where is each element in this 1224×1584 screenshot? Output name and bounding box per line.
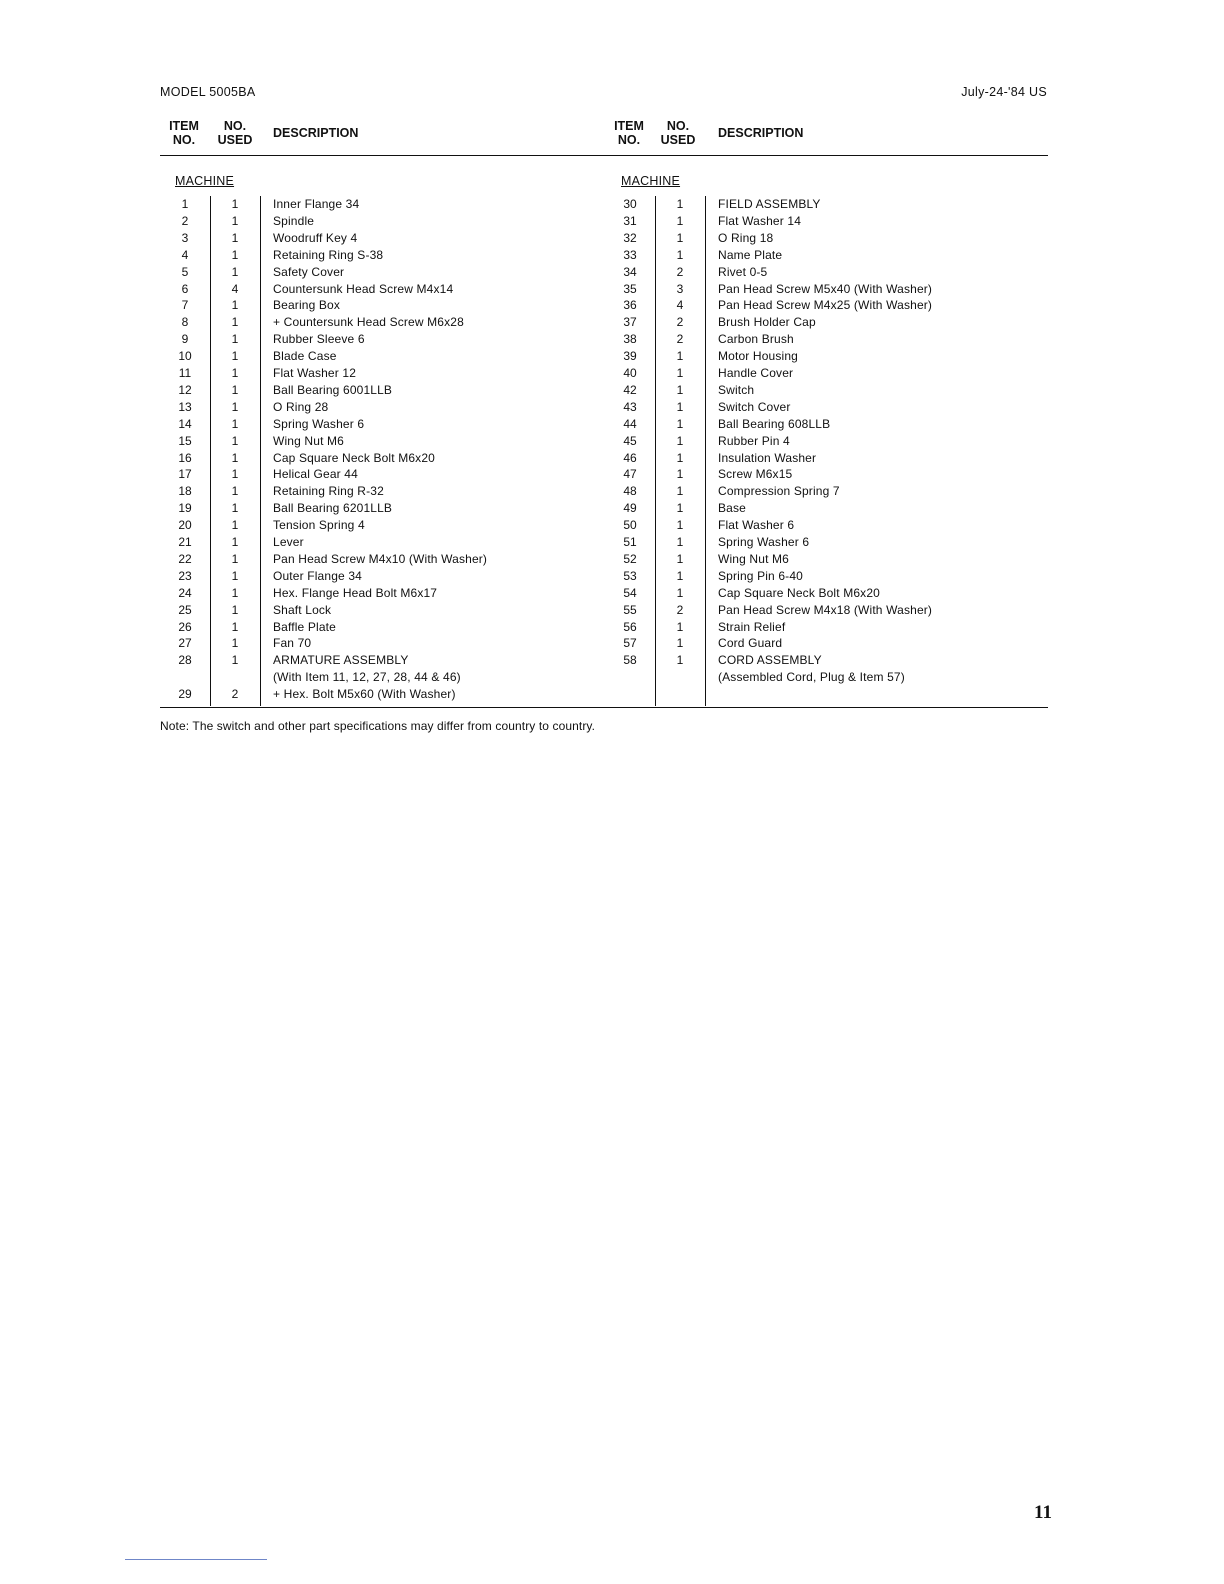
part-description: Pan Head Screw M4x25 (With Washer) bbox=[718, 298, 933, 313]
quantity-used: 1 bbox=[676, 213, 684, 228]
quantity-used: 1 bbox=[231, 568, 239, 583]
item-number: 42 bbox=[623, 382, 637, 397]
item-number: 35 bbox=[623, 281, 637, 296]
no-used-header-right-line1: NO. bbox=[666, 119, 690, 133]
part-description: Blade Case bbox=[273, 349, 337, 364]
part-description: Retaining Ring R-32 bbox=[273, 484, 384, 499]
item-number: 11 bbox=[178, 366, 192, 380]
item-no-header-line2: NO. bbox=[172, 133, 196, 147]
quantity-used: 1 bbox=[231, 332, 239, 347]
part-description: Rubber Pin 4 bbox=[718, 433, 790, 448]
quantity-used: 1 bbox=[231, 247, 239, 262]
no-used-header-right-line2: USED bbox=[660, 133, 696, 147]
footer-rule-table bbox=[160, 707, 1048, 708]
part-description: (With Item 11, 12, 27, 28, 44 & 46) bbox=[273, 670, 461, 685]
part-description: FIELD ASSEMBLY bbox=[718, 197, 821, 211]
part-description: Screw M6x15 bbox=[718, 467, 793, 482]
part-description: O Ring 28 bbox=[273, 399, 329, 414]
quantity-used: 1 bbox=[231, 653, 239, 668]
part-description: Rubber Sleeve 6 bbox=[273, 332, 365, 347]
header-rule bbox=[160, 155, 1048, 156]
date-label: July-24-'84 US bbox=[961, 85, 1047, 99]
quantity-used: 1 bbox=[231, 585, 239, 600]
part-description: Insulation Washer bbox=[718, 450, 817, 465]
item-number: 23 bbox=[178, 568, 192, 583]
item-number: 44 bbox=[623, 416, 637, 431]
part-description: Motor Housing bbox=[718, 349, 798, 364]
quantity-used: 1 bbox=[676, 518, 684, 533]
item-number: 12 bbox=[178, 382, 192, 397]
part-description: Woodruff Key 4 bbox=[273, 230, 358, 245]
quantity-used: 1 bbox=[231, 467, 239, 482]
item-number: 25 bbox=[178, 602, 192, 617]
item-number: 26 bbox=[178, 619, 192, 634]
quantity-used: 1 bbox=[676, 382, 684, 397]
quantity-used: 1 bbox=[676, 535, 684, 549]
part-description: Wing Nut M6 bbox=[273, 433, 345, 448]
item-number: 22 bbox=[178, 551, 192, 566]
part-description: Helical Gear 44 bbox=[273, 467, 358, 482]
item-number: 5 bbox=[181, 264, 189, 279]
item-number: 7 bbox=[181, 298, 189, 313]
quantity-used: 4 bbox=[231, 281, 239, 296]
part-description: Shaft Lock bbox=[273, 602, 332, 617]
quantity-used: 1 bbox=[231, 619, 239, 634]
no-used-header-right bbox=[655, 119, 701, 147]
part-description: Countersunk Head Screw M4x14 bbox=[273, 281, 454, 296]
part-description: Handle Cover bbox=[718, 366, 794, 380]
part-description: Compression Spring 7 bbox=[718, 484, 840, 499]
item-number: 17 bbox=[178, 467, 192, 482]
quantity-used: 1 bbox=[231, 416, 239, 431]
left-column-header bbox=[160, 119, 605, 151]
item-number: 1 bbox=[181, 197, 189, 211]
quantity-used: 1 bbox=[231, 399, 239, 414]
quantity-used: 1 bbox=[231, 636, 239, 651]
part-description: Pan Head Screw M5x40 (With Washer) bbox=[718, 281, 933, 296]
item-number: 40 bbox=[623, 366, 637, 380]
part-description: Switch bbox=[718, 382, 755, 397]
part-description: Bearing Box bbox=[273, 298, 341, 313]
item-number: 29 bbox=[178, 687, 192, 702]
item-number: 47 bbox=[623, 467, 637, 482]
item-number: 9 bbox=[181, 332, 189, 347]
part-description: Spring Washer 6 bbox=[718, 535, 810, 549]
item-number: 43 bbox=[623, 399, 637, 414]
part-description: Flat Washer 14 bbox=[718, 213, 802, 228]
item-number: 28 bbox=[178, 653, 192, 668]
part-description: Flat Washer 12 bbox=[273, 366, 357, 380]
part-description: Pan Head Screw M4x18 (With Washer) bbox=[718, 602, 933, 617]
quantity-used: 1 bbox=[231, 230, 239, 245]
item-number: 58 bbox=[623, 653, 637, 668]
item-number: 37 bbox=[623, 315, 637, 330]
part-description: Ball Bearing 608LLB bbox=[718, 416, 831, 431]
quantity-used: 1 bbox=[231, 298, 239, 313]
right-column-header bbox=[605, 119, 1050, 151]
part-description: Outer Flange 34 bbox=[273, 568, 362, 583]
quantity-used: 1 bbox=[676, 501, 684, 516]
item-number: 13 bbox=[178, 399, 192, 414]
quantity-used: 1 bbox=[676, 416, 684, 431]
quantity-used: 1 bbox=[676, 484, 684, 499]
item-no-header-right-line1: ITEM bbox=[614, 119, 644, 133]
part-description: Hex. Flange Head Bolt M6x17 bbox=[273, 585, 438, 600]
quantity-used: 1 bbox=[676, 551, 684, 566]
part-description: Ball Bearing 6201LLB bbox=[273, 501, 393, 516]
quantity-used: 2 bbox=[676, 332, 684, 347]
quantity-used: 1 bbox=[231, 213, 239, 228]
item-number: 54 bbox=[623, 585, 637, 600]
quantity-used: 1 bbox=[676, 349, 684, 364]
part-description: Inner Flange 34 bbox=[273, 197, 360, 211]
part-description: Cap Square Neck Bolt M6x20 bbox=[718, 585, 880, 600]
quantity-used: 1 bbox=[676, 433, 684, 448]
quantity-used: 2 bbox=[231, 687, 239, 702]
quantity-used: 1 bbox=[231, 349, 239, 364]
quantity-used: 2 bbox=[676, 264, 684, 279]
item-number: 18 bbox=[178, 484, 192, 499]
quantity-used: 1 bbox=[231, 433, 239, 448]
item-number: 34 bbox=[623, 264, 637, 279]
quantity-used: 1 bbox=[676, 467, 684, 482]
quantity-used: 1 bbox=[231, 551, 239, 566]
quantity-used: 4 bbox=[676, 298, 684, 313]
left-section-title: MACHINE bbox=[175, 174, 235, 188]
item-number: 48 bbox=[623, 484, 637, 499]
part-description: + Countersunk Head Screw M6x28 bbox=[273, 315, 464, 330]
quantity-used: 1 bbox=[231, 264, 239, 279]
part-description: Rivet 0-5 bbox=[718, 264, 768, 279]
item-number: 52 bbox=[623, 551, 637, 566]
quantity-used: 2 bbox=[676, 602, 684, 617]
part-description: Brush Holder Cap bbox=[718, 315, 816, 330]
item-number: 2 bbox=[181, 213, 189, 228]
item-number: 51 bbox=[623, 535, 637, 549]
item-number: 20 bbox=[178, 518, 192, 533]
item-no-header-right-line2: NO. bbox=[617, 133, 641, 147]
item-number: 4 bbox=[181, 247, 189, 262]
quantity-used: 1 bbox=[676, 230, 684, 245]
item-number: 3 bbox=[181, 230, 189, 245]
item-number: 16 bbox=[178, 450, 192, 465]
quantity-used: 1 bbox=[676, 568, 684, 583]
item-number: 8 bbox=[181, 315, 189, 330]
quantity-used: 1 bbox=[231, 197, 239, 211]
right-section-title: MACHINE bbox=[621, 174, 681, 188]
part-description: Name Plate bbox=[718, 247, 783, 262]
item-number: 53 bbox=[623, 568, 637, 583]
no-used-header bbox=[212, 119, 258, 147]
part-description: (Assembled Cord, Plug & Item 57) bbox=[718, 670, 905, 685]
quantity-used: 1 bbox=[231, 382, 239, 397]
quantity-used: 1 bbox=[231, 484, 239, 499]
part-description: ARMATURE ASSEMBLY bbox=[273, 653, 409, 668]
part-description: Pan Head Screw M4x10 (With Washer) bbox=[273, 551, 488, 566]
part-description: Ball Bearing 6001LLB bbox=[273, 382, 393, 397]
item-number: 14 bbox=[178, 416, 192, 431]
item-no-header-right bbox=[605, 119, 653, 147]
part-description: Wing Nut M6 bbox=[718, 551, 790, 566]
part-description: Baffle Plate bbox=[273, 619, 336, 634]
quantity-used: 1 bbox=[676, 366, 684, 380]
part-description: Safety Cover bbox=[273, 264, 345, 279]
part-description: Spindle bbox=[273, 213, 315, 228]
item-number: 57 bbox=[623, 636, 637, 651]
quantity-used: 1 bbox=[231, 535, 239, 549]
quantity-used: 1 bbox=[231, 501, 239, 516]
part-description: Spring Washer 6 bbox=[273, 416, 365, 431]
part-description: CORD ASSEMBLY bbox=[718, 653, 822, 668]
item-number: 39 bbox=[623, 349, 637, 364]
item-number: 21 bbox=[178, 535, 192, 549]
footer-link-rule bbox=[125, 1559, 267, 1560]
part-description: Carbon Brush bbox=[718, 332, 794, 347]
part-description: Cord Guard bbox=[718, 636, 783, 651]
item-number: 56 bbox=[623, 619, 637, 634]
item-number: 38 bbox=[623, 332, 637, 347]
item-no-header bbox=[160, 119, 208, 147]
item-number: 30 bbox=[623, 197, 637, 211]
item-number: 19 bbox=[178, 501, 192, 516]
quantity-used: 1 bbox=[676, 653, 684, 668]
item-number: 24 bbox=[178, 585, 192, 600]
part-description: Spring Pin 6-40 bbox=[718, 568, 803, 583]
quantity-used: 1 bbox=[676, 636, 684, 651]
quantity-used: 1 bbox=[676, 399, 684, 414]
left-used-divider bbox=[260, 196, 261, 706]
item-number: 15 bbox=[178, 433, 192, 448]
part-description: + Hex. Bolt M5x60 (With Washer) bbox=[273, 687, 456, 702]
part-description: Tension Spring 4 bbox=[273, 518, 365, 533]
item-number: 6 bbox=[181, 281, 189, 296]
item-number: 49 bbox=[623, 501, 637, 516]
note-text: Note: The switch and other part specifications may differ from country to country. bbox=[160, 719, 596, 733]
quantity-used: 1 bbox=[231, 450, 239, 465]
item-number: 33 bbox=[623, 247, 637, 262]
quantity-used: 1 bbox=[676, 585, 684, 600]
part-description: Switch Cover bbox=[718, 399, 791, 414]
part-description: Fan 70 bbox=[273, 636, 312, 651]
part-description: Flat Washer 6 bbox=[718, 518, 795, 533]
item-number: 36 bbox=[623, 298, 637, 313]
quantity-used: 1 bbox=[231, 602, 239, 617]
no-used-header-line2: USED bbox=[217, 133, 253, 147]
description-header: DESCRIPTION bbox=[273, 126, 359, 140]
quantity-used: 3 bbox=[676, 281, 684, 296]
part-description: Cap Square Neck Bolt M6x20 bbox=[273, 450, 435, 465]
model-label: MODEL 5005BA bbox=[160, 85, 256, 99]
quantity-used: 1 bbox=[231, 366, 239, 380]
item-number: 55 bbox=[623, 602, 637, 617]
item-number: 10 bbox=[178, 349, 192, 364]
quantity-used: 1 bbox=[231, 315, 239, 330]
item-number: 32 bbox=[623, 230, 637, 245]
item-number: 45 bbox=[623, 433, 637, 448]
no-used-header-line1: NO. bbox=[223, 119, 247, 133]
item-number: 27 bbox=[178, 636, 192, 651]
quantity-used: 1 bbox=[676, 450, 684, 465]
quantity-used: 1 bbox=[676, 247, 684, 262]
part-description: Lever bbox=[273, 535, 304, 549]
quantity-used: 2 bbox=[676, 315, 684, 330]
item-number: 50 bbox=[623, 518, 637, 533]
item-number: 46 bbox=[623, 450, 637, 465]
part-description: Retaining Ring S-38 bbox=[273, 247, 384, 262]
right-used-divider bbox=[705, 196, 706, 706]
quantity-used: 1 bbox=[676, 197, 684, 211]
part-description: O Ring 18 bbox=[718, 230, 774, 245]
item-no-header-line1: ITEM bbox=[169, 119, 199, 133]
description-header-right: DESCRIPTION bbox=[718, 126, 804, 140]
quantity-used: 1 bbox=[231, 518, 239, 533]
item-number: 31 bbox=[623, 213, 637, 228]
part-description: Base bbox=[718, 501, 746, 516]
part-description: Strain Relief bbox=[718, 619, 786, 634]
quantity-used: 1 bbox=[676, 619, 684, 634]
page-number: 11 bbox=[1034, 1502, 1052, 1523]
